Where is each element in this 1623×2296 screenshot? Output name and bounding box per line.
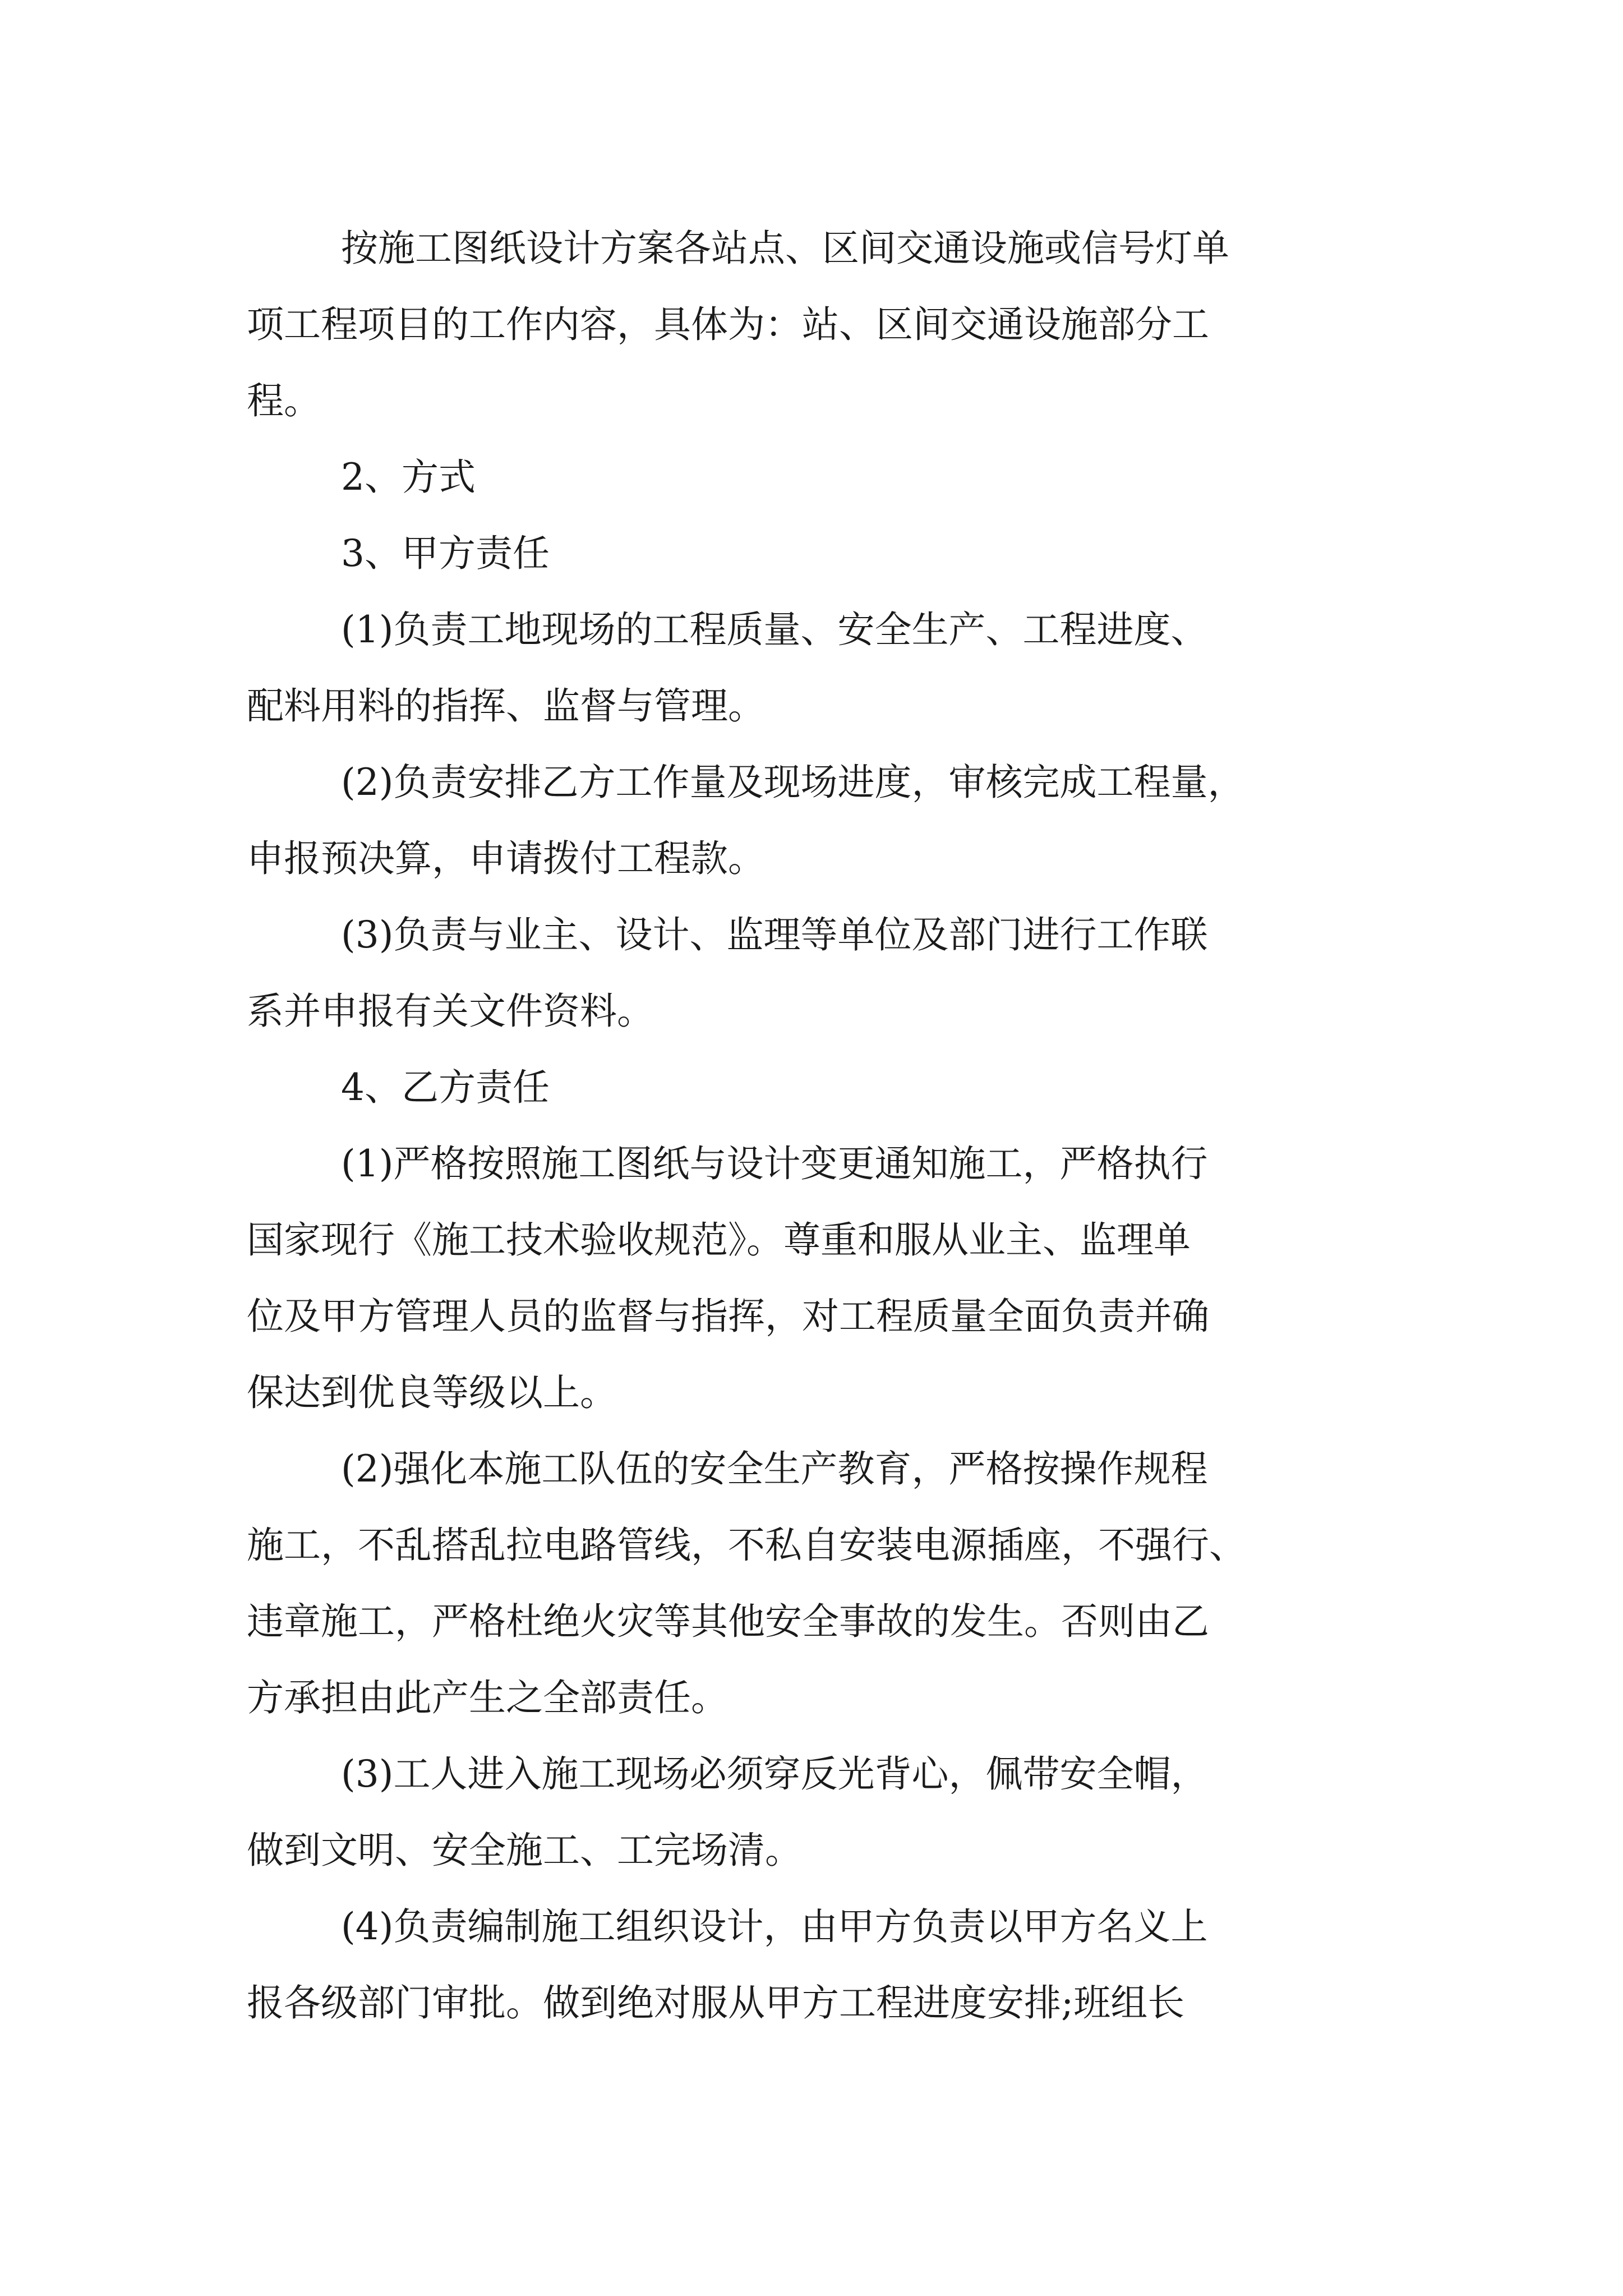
text-line: 施工，不乱搭乱拉电路管线，不私自安装电源插座，不强行、: [247, 1524, 1246, 1567]
text-line: 4、乙方责任: [341, 1066, 550, 1109]
text-line: 系并申报有关文件资料。: [247, 990, 654, 1033]
text-line: 国家现行《施工技术验收规范》。尊重和服从业主、监理单: [247, 1218, 1191, 1262]
text-line: 2、方式: [341, 455, 476, 499]
text-line: (1)负责工地现场的工程质量、安全生产、工程进度、: [341, 608, 1208, 651]
text-line: 保达到优良等级以上。: [247, 1371, 617, 1414]
text-line: 申报预决算，申请拨付工程款。: [247, 837, 765, 880]
text-line: 3、甲方责任: [341, 532, 550, 575]
text-line: 做到文明、安全施工、工完场清。: [247, 1829, 802, 1872]
text-line: (3)负责与业主、设计、监理等单位及部门进行工作联: [341, 913, 1208, 956]
text-line: 违章施工，严格杜绝火灾等其他安全事故的发生。否则由乙: [247, 1600, 1209, 1643]
text-line: (1)严格按照施工图纸与设计变更通知施工，严格执行: [341, 1142, 1208, 1185]
text-line: 按施工图纸设计方案各站点、区间交通设施或信号灯单: [341, 227, 1229, 270]
text-line: 程。: [247, 379, 321, 422]
text-line: 位及甲方管理人员的监督与指挥，对工程质量全面负责并确: [247, 1295, 1209, 1338]
text-line: 项工程项目的工作内容，具体为：站、区间交通设施部分工: [247, 303, 1209, 346]
text-line: 方承担由此产生之全部责任。: [247, 1676, 728, 1719]
text-line: (4)负责编制施工组织设计，由甲方负责以甲方名义上: [341, 1905, 1208, 1948]
text-line: (2)负责安排乙方工作量及现场进度，审核完成工程量，: [341, 761, 1245, 804]
text-line: 报各级部门审批。做到绝对服从甲方工程进度安排;班组长: [247, 1981, 1185, 2024]
text-line: 配料用料的指挥、监督与管理。: [247, 684, 765, 728]
text-line: (3)工人进入施工现场必须穿反光背心，佩带安全帽，: [341, 1752, 1208, 1796]
text-line: (2)强化本施工队伍的安全生产教育，严格按操作规程: [341, 1447, 1208, 1490]
